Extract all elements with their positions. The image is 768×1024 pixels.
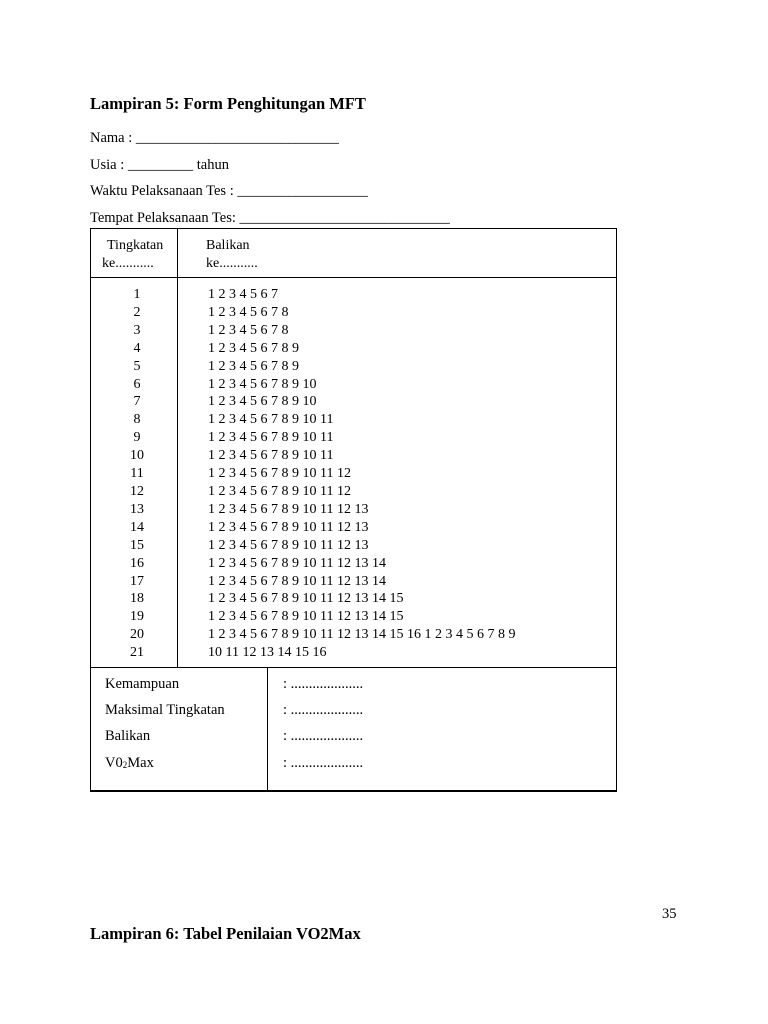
summary-column-divider xyxy=(267,667,268,790)
kemampuan-label: Kemampuan xyxy=(105,676,180,692)
level-cell: 11 xyxy=(130,466,144,482)
mft-count-table xyxy=(90,228,617,792)
level-cell: 13 xyxy=(130,501,144,517)
maksimal-tingkatan-label: Maksimal Tingkatan xyxy=(105,702,225,718)
header-shuttle-line2: ke........... xyxy=(206,256,258,271)
vo2max-value[interactable]: : .................... xyxy=(283,755,364,771)
shuttle-row[interactable]: 1 2 3 4 5 6 7 8 9 10 11 xyxy=(208,448,334,464)
usia-field[interactable]: Usia : _________ tahun xyxy=(90,157,229,173)
waktu-field[interactable]: Waktu Pelaksanaan Tes : __________________ xyxy=(90,183,368,199)
nama-field[interactable]: Nama : ____________________________ xyxy=(90,130,339,146)
shuttle-row[interactable]: 1 2 3 4 5 6 7 8 9 10 11 12 13 14 15 xyxy=(208,609,404,625)
shuttle-row[interactable]: 1 2 3 4 5 6 7 8 9 10 11 12 13 14 15 16 1 2 3 4 5 6 7 8 9 xyxy=(208,627,516,643)
level-cell: 8 xyxy=(133,412,141,428)
vo2-suffix: Max xyxy=(127,755,154,771)
shuttle-row[interactable]: 1 2 3 4 5 6 7 8 9 10 11 12 xyxy=(208,466,351,482)
header-shuttle-line1: Balikan xyxy=(206,238,250,253)
shuttle-row[interactable]: 1 2 3 4 5 6 7 8 9 10 11 12 13 xyxy=(208,537,369,553)
shuttles-column xyxy=(208,286,515,662)
column-divider xyxy=(177,229,178,667)
level-cell: 21 xyxy=(130,645,144,661)
shuttle-row[interactable]: 1 2 3 4 5 6 7 8 9 10 11 12 13 xyxy=(208,519,369,535)
level-cell: 7 xyxy=(133,394,141,410)
levels-column xyxy=(91,286,177,662)
shuttle-row[interactable]: 1 2 3 4 5 6 7 8 9 10 11 xyxy=(208,430,334,446)
level-cell: 1 xyxy=(133,287,141,302)
shuttle-row[interactable]: 1 2 3 4 5 6 7 8 9 10 11 12 13 14 xyxy=(208,555,386,571)
balikan-label: Balikan xyxy=(105,728,151,744)
header-level-line1: Tingkatan xyxy=(107,238,164,253)
maksimal-tingkatan-value[interactable]: : .................... xyxy=(283,702,364,718)
level-cell: 10 xyxy=(130,448,144,464)
shuttle-row[interactable]: 1 2 3 4 5 6 7 8 9 10 xyxy=(208,376,317,392)
shuttle-row[interactable]: 1 2 3 4 5 6 7 8 9 10 11 12 13 14 xyxy=(208,573,386,589)
summary-divider xyxy=(91,667,616,668)
level-cell: 9 xyxy=(133,430,141,446)
level-cell: 14 xyxy=(130,519,144,535)
level-cell: 3 xyxy=(133,322,141,338)
level-cell: 20 xyxy=(130,627,144,643)
tempat-field[interactable]: Tempat Pelaksanaan Tes: _____________________________ xyxy=(90,210,450,226)
level-cell: 18 xyxy=(130,591,144,607)
shuttle-row[interactable]: 1 2 3 4 5 6 7 xyxy=(208,287,278,302)
shuttle-row[interactable]: 1 2 3 4 5 6 7 8 9 10 11 12 13 xyxy=(208,501,369,517)
shuttle-row[interactable]: 1 2 3 4 5 6 7 8 xyxy=(208,322,289,338)
vo2-prefix: V0 xyxy=(105,755,123,771)
shuttle-row[interactable]: 1 2 3 4 5 6 7 8 xyxy=(208,304,289,320)
shuttle-row[interactable]: 1 2 3 4 5 6 7 8 9 xyxy=(208,358,299,374)
level-cell: 17 xyxy=(130,573,144,589)
level-cell: 6 xyxy=(133,376,141,392)
shuttle-row[interactable]: 1 2 3 4 5 6 7 8 9 10 11 12 13 14 15 xyxy=(208,591,404,607)
kemampuan-value[interactable]: : .................... xyxy=(283,676,364,692)
vo2-subscript: 2 xyxy=(122,760,128,770)
shuttle-row[interactable]: 1 2 3 4 5 6 7 8 9 10 11 12 xyxy=(208,483,351,499)
shuttle-row[interactable]: 1 2 3 4 5 6 7 8 9 xyxy=(208,340,299,356)
level-cell: 16 xyxy=(130,555,144,571)
shuttle-row[interactable]: 1 2 3 4 5 6 7 8 9 10 xyxy=(208,394,317,410)
level-cell: 12 xyxy=(130,483,144,499)
level-cell: 15 xyxy=(130,537,144,553)
level-cell: 4 xyxy=(133,340,141,356)
shuttle-row[interactable]: 1 2 3 4 5 6 7 8 9 10 11 xyxy=(208,412,334,428)
page-number: 35 xyxy=(662,906,677,922)
level-cell: 2 xyxy=(133,304,141,320)
shuttle-row[interactable]: 10 11 12 13 14 15 16 xyxy=(208,645,327,661)
header-divider xyxy=(91,277,616,278)
vo2max-label xyxy=(105,755,154,772)
header-level-line2: ke........... xyxy=(102,256,154,271)
section-title-lampiran-5: Lampiran 5: Form Penghitungan MFT xyxy=(90,94,366,113)
section-title-lampiran-6: Lampiran 6: Tabel Penilaian VO2Max xyxy=(90,924,361,943)
balikan-value[interactable]: : .................... xyxy=(283,728,364,744)
level-cell: 19 xyxy=(130,609,144,625)
level-cell: 5 xyxy=(133,358,141,374)
